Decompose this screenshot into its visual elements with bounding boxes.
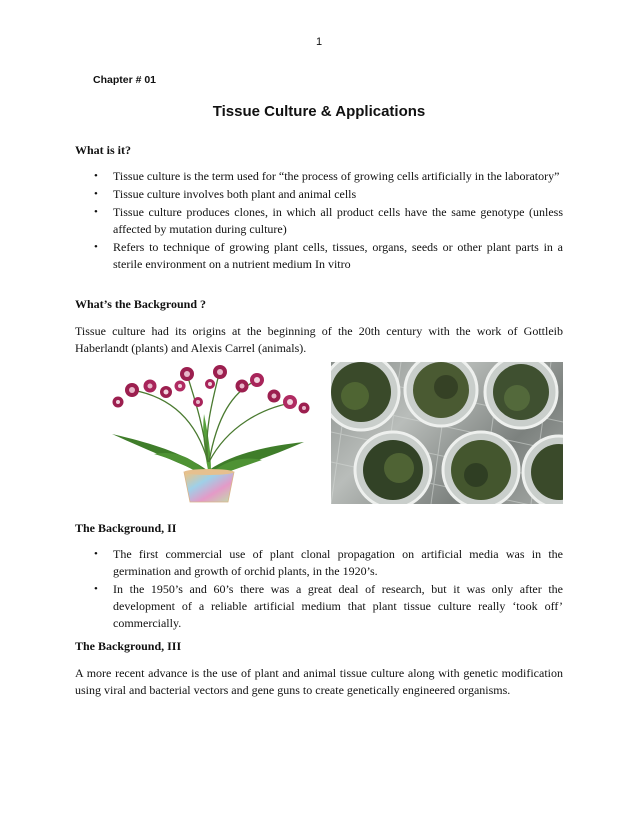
pot-rim	[184, 469, 234, 475]
list-item: • Tissue culture involves both plant and animal cells	[75, 186, 563, 203]
paragraph: A more recent advance is the use of plant and animal tissue culture along with genetic modification using viral and bacterial vectors and gene guns to create genetically engineered organisms.	[75, 666, 563, 697]
petri-dishes	[331, 362, 563, 504]
bullet-list	[75, 546, 563, 632]
section-heading: The Background, III	[75, 639, 182, 653]
section-background-3	[75, 638, 563, 699]
petri-dishes-illustration	[331, 362, 563, 504]
paragraph: Tissue culture had its origins at the beginning of the 20th century with the work of Gottleib Haberlandt (plants) and Alexis Carrel (animals).	[75, 324, 563, 355]
orchid-plant-image	[92, 362, 326, 504]
section-heading: What’s the Background ?	[75, 297, 207, 311]
bullet-list	[75, 168, 563, 273]
section-background-2	[75, 520, 563, 633]
list-item: • In the 1950’s and 60’s there was a great deal of research, but it was only after the development of a reliable artificial medium that plant tissue culture really ‘took off’ commercially.	[75, 581, 563, 632]
chapter-label: Chapter # 01	[93, 74, 157, 86]
section-heading: The Background, II	[75, 521, 177, 535]
section-what-is-it	[75, 142, 563, 274]
page-number: 1	[315, 36, 323, 48]
list-item: • Refers to technique of growing plant cells, tissues, organs, seeds or other plant parts in a sterile environment on a nutrient medium In vitro	[75, 239, 563, 273]
orchid-illustration	[92, 362, 326, 504]
list-item: • Tissue culture produces clones, in which all product cells have the same genotype (unless affected by mutation during culture)	[75, 204, 563, 238]
list-item: • Tissue culture is the term used for “the process of growing cells artificially in the laboratory”	[75, 168, 563, 185]
section-heading: What is it?	[75, 143, 132, 157]
list-item: • The first commercial use of plant clonal propagation on artificial media was in the germination and growth of orchid plants, in the 1920’s.	[75, 546, 563, 580]
page-title: Tissue Culture & Applications	[212, 103, 426, 120]
flower-pot	[184, 472, 234, 502]
figure-row	[92, 362, 563, 504]
petri-dish-image	[331, 362, 563, 504]
section-background	[75, 296, 563, 357]
